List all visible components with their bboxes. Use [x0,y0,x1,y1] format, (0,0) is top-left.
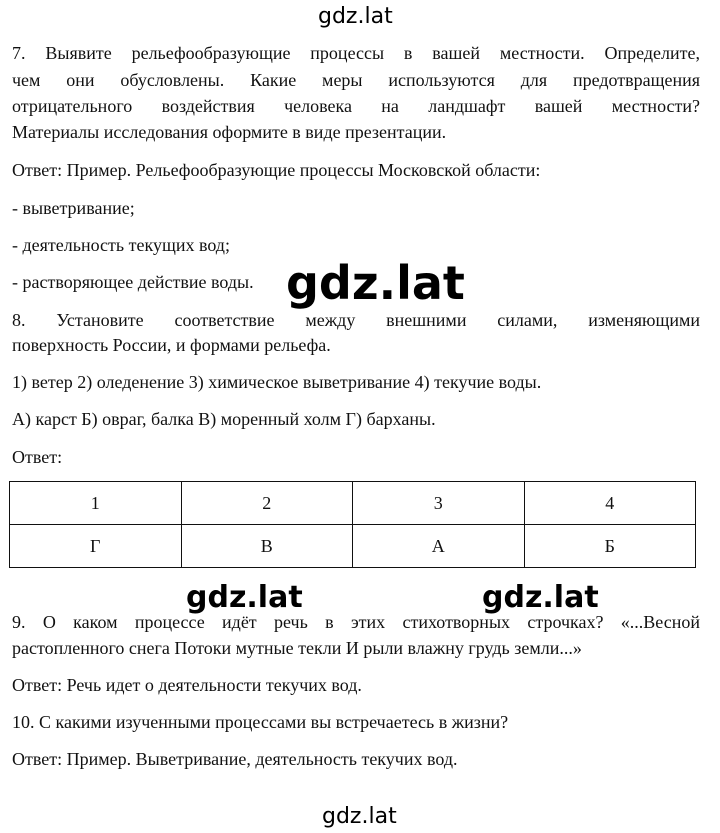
table-cell: В [181,525,353,568]
q8-line-2: поверхность России, и формами рельефа. [12,335,331,355]
table-cell: 1 [10,482,182,525]
q8-forces: 1) ветер 2) оледенение 3) химическое выветривание 4) текучие воды. [12,372,542,392]
q10-question: 10. С какими изученными процессами вы встречаетесь в жизни? [12,712,509,732]
q7-line-3: отрицательного воздействия человека на ландшафт вашей местности? [12,96,700,116]
q9-line-1: 9. О каком процессе идёт речь в этих стихотворных строчках? «...Весной [12,612,700,632]
table-row [10,525,696,568]
table-cell: Б [524,525,696,568]
q8-forms: А) карст Б) овраг, балка В) моренный холм Г) барханы. [12,409,436,429]
answer-table [9,481,696,568]
watermark-top: gdz.lat [318,4,393,29]
table-cell: А [353,525,525,568]
q7-line-2: чем они обусловлены. Какие меры используются для предотвращения [12,70,700,90]
table-row [10,482,696,525]
q7-line-4: Материалы исследования оформите в виде презентации. [12,122,447,142]
watermark-middle: gdz.lat [286,256,465,310]
q9-answer: Ответ: Речь идет о деятельности текучих вод. [12,675,362,695]
q7-line-1: 7. Выявите рельефообразующие процессы в вашей местности. Определите, [12,43,700,63]
q7-item-3: - растворяющее действие воды. [12,272,254,292]
watermark-bottom: gdz.lat [322,804,397,829]
watermark-right: gdz.lat [482,580,599,615]
watermark-left: gdz.lat [186,580,303,615]
table-cell: 4 [524,482,696,525]
table-cell: Г [10,525,182,568]
q7-item-2: - деятельность текущих вод; [12,235,230,255]
q7-answer: Ответ: Пример. Рельефообразующие процессы Московской области: [12,160,541,180]
q9-line-2: растопленного снега Потоки мутные текли И рыли влажну грудь земли...» [12,638,582,658]
q8-answer-label: Ответ: [12,447,63,467]
q10-answer: Ответ: Пример. Выветривание, деятельность текучих вод. [12,749,458,769]
q7-item-1: - выветривание; [12,198,135,218]
q8-line-1: 8. Установите соответствие между внешними силами, изменяющими [12,310,700,330]
table-cell: 3 [353,482,525,525]
table-cell: 2 [181,482,353,525]
